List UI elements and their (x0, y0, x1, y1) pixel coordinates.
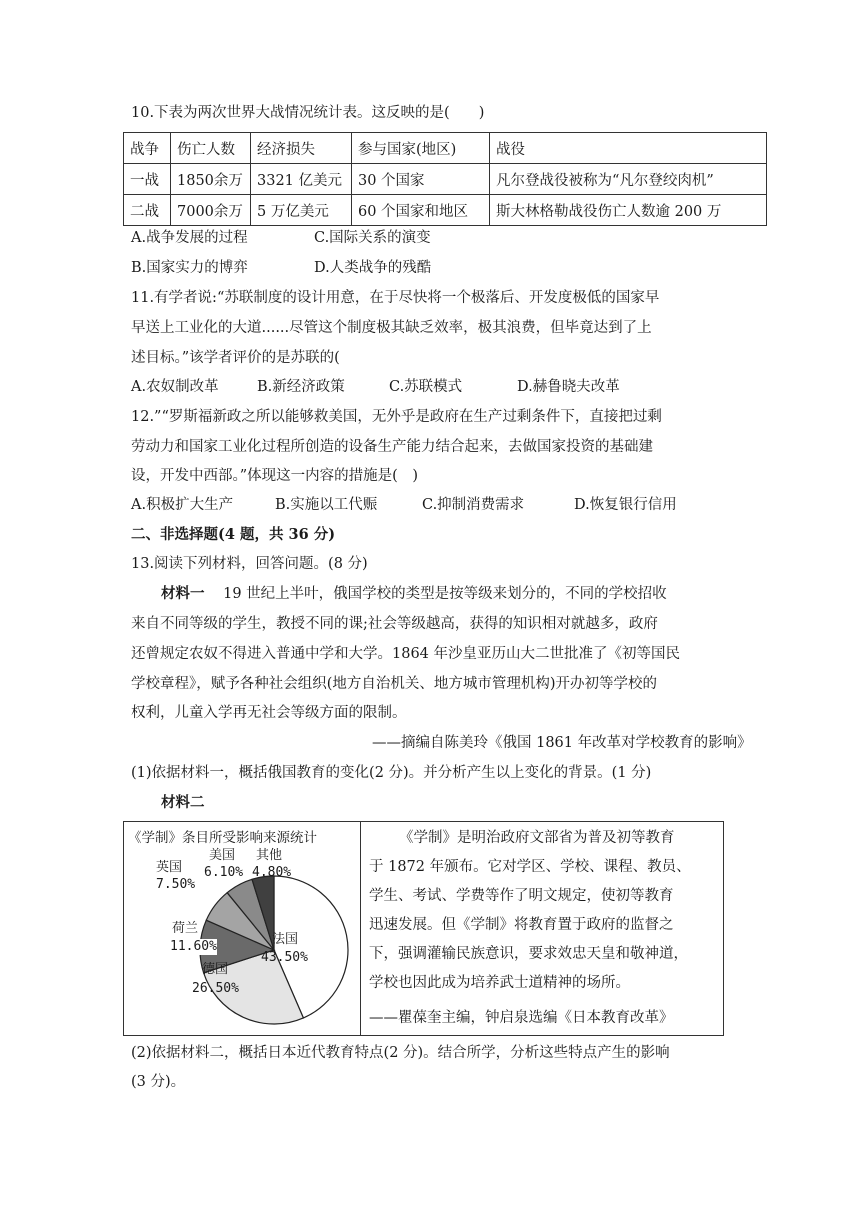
table-header-cell: 战争 (124, 133, 171, 164)
pie-label-value: 6.10% (204, 865, 244, 880)
table-cell: 3321 亿美元 (251, 164, 352, 195)
material2-text-line: 学校也因此成为培养武士道精神的场所。 (369, 975, 630, 991)
q11-options (131, 377, 620, 397)
table-cell: 二战 (124, 195, 171, 226)
q10-option-a[interactable]: A.战争发展的过程 (131, 230, 248, 246)
material1-line1 (161, 584, 667, 604)
pie-label-value: 4.80% (252, 865, 292, 880)
material2-text-line: 学生、考试、学费等作了明文规定，使初等教育 (369, 888, 674, 904)
q10-stem: 10.下表为两次世界大战情况统计表。这反映的是( ) (131, 105, 485, 121)
section-heading: 二、非选择题(4 题，共 36 分) (131, 526, 336, 543)
box-divider (360, 822, 361, 1035)
pie-label-name: 法国 (272, 932, 299, 947)
material2-text-line: 下，强调灌输民族意识，要求效忠天皇和敬神道， (369, 946, 688, 962)
q10-option-d[interactable]: D.人类战争的残酷 (314, 260, 432, 276)
table-row (124, 195, 767, 226)
table-header-cell: 伤亡人数 (171, 133, 251, 164)
material2-text-line: 于 1872 年颁布。它对学区、学校、课程、教员、 (369, 859, 691, 875)
material2-text-line: 迅速发展。但《学制》将教育置于政府的监督之 (369, 917, 674, 933)
q11-option-c[interactable]: C.苏联模式 (389, 379, 463, 395)
table-header-row (124, 133, 767, 164)
pie-chart (124, 822, 360, 1035)
material2-label: 材料二 (161, 794, 205, 811)
table-cell: 30 个国家 (352, 164, 490, 195)
q10-options-row2 (131, 258, 432, 278)
material1-label: 材料一 (161, 585, 205, 602)
pie-label-value: 26.50% (192, 981, 239, 996)
pie-label-name: 其他 (256, 848, 283, 863)
table-cell: 7000余万 (171, 195, 251, 226)
sub-question-2-line1: (2)依据材料二，概括日本近代教育特点(2 分)。结合所学，分析这些特点产生的影响 (131, 1045, 670, 1061)
table-cell: 5 万亿美元 (251, 195, 352, 226)
q11-line2: 早送上工业化的大道......尽管这个制度极其缺乏效率，极其浪费，但毕竟达到了上 (131, 320, 652, 336)
table-header-cell: 参与国家(地区) (352, 133, 490, 164)
table-row (124, 164, 767, 195)
pie-label-value: 43.50% (261, 950, 308, 965)
q10-option-c[interactable]: C.国际关系的演变 (314, 230, 431, 246)
material1-line3: 还曾规定农奴不得进入普通中学和大学。1864 年沙皇亚历山大二世批准了《初等国民 (131, 646, 681, 662)
q12-line1: 12.”“罗斯福新政之所以能够救美国，无外乎是政府在生产过剩条件下，直接把过剩 (131, 409, 662, 425)
sub-question-2-line2: (3 分)。 (131, 1074, 186, 1090)
war-stats-table (123, 132, 767, 226)
material1-line5: 权利，儿童入学再无社会等级方面的限制。 (131, 705, 407, 721)
pie-label-value: 11.60% (170, 939, 217, 954)
table-cell: 1850余万 (171, 164, 251, 195)
table-header-cell: 战役 (490, 133, 767, 164)
q12-option-c[interactable]: C.抑制消费需求 (422, 497, 525, 513)
pie-label-name: 荷兰 (172, 921, 199, 936)
q10-options-row1 (131, 228, 431, 248)
q11-option-b[interactable]: B.新经济政策 (257, 379, 345, 395)
q13-stem: 13.阅读下列材料，回答问题。(8 分) (131, 556, 368, 572)
pie-label-name: 德国 (202, 962, 229, 977)
q11-option-d[interactable]: D.赫鲁晓夫改革 (517, 379, 620, 395)
chart-title: 《学制》条目所受影响来源统计 (128, 830, 317, 846)
table-header-cell: 经济损失 (251, 133, 352, 164)
material1-line2: 来自不同等级的学生，教授不同的课;社会等级越高，获得的知识相对就越多，政府 (131, 616, 658, 632)
pie-label-name: 英国 (156, 860, 183, 875)
material1-line4: 学校章程》，赋予各种社会组织(地方自治机关、地方城市管理机构)开办初等学校的 (131, 676, 658, 692)
pie-label-value: 7.50% (156, 877, 196, 892)
q12-line3: 设，开发中西部。”体现这一内容的措施是( ) (131, 468, 418, 484)
q11-line3: 述目标。”该学者评价的是苏联的( (131, 350, 340, 366)
material2-box (123, 821, 724, 1036)
q10-option-b[interactable]: B.国家实力的博弈 (131, 260, 248, 276)
q12-option-a[interactable]: A.积极扩大生产 (131, 497, 234, 513)
pie-label-name: 美国 (209, 848, 236, 863)
sub-question-1: (1)依据材料一，概括俄国教育的变化(2 分)。并分析产生以上变化的背景。(1 分) (131, 765, 652, 781)
q12-line2: 劳动力和国家工业化过程所创造的设备生产能力结合起来，去做国家投资的基础建 (131, 439, 653, 455)
table-cell: 凡尔登战役被称为“凡尔登绞肉机” (490, 164, 767, 195)
material2-source: ——瞿葆奎主编，钟启泉选编《日本教育改革》 (369, 1010, 674, 1026)
q12-options (131, 495, 677, 515)
q12-option-d[interactable]: D.恢复银行信用 (574, 497, 677, 513)
q11-option-a[interactable]: A.农奴制改革 (131, 379, 219, 395)
material2-text-line: 《学制》是明治政府文部省为普及初等教育 (399, 830, 675, 846)
table-cell: 60 个国家和地区 (352, 195, 490, 226)
table-cell: 一战 (124, 164, 171, 195)
q12-option-b[interactable]: B.实施以工代赈 (275, 497, 378, 513)
material1-source: ——摘编自陈美玲《俄国 1861 年改革对学校教育的影响》 (372, 735, 752, 751)
q11-line1: 11.有学者说:“苏联制度的设计用意，在于尽快将一个极落后、开发度极低的国家早 (131, 290, 660, 306)
table-cell: 斯大林格勒战役伤亡人数逾 200 万 (490, 195, 767, 226)
material1-text: 19 世纪上半叶，俄国学校的类型是按等级来划分的，不同的学校招收 (223, 586, 667, 602)
